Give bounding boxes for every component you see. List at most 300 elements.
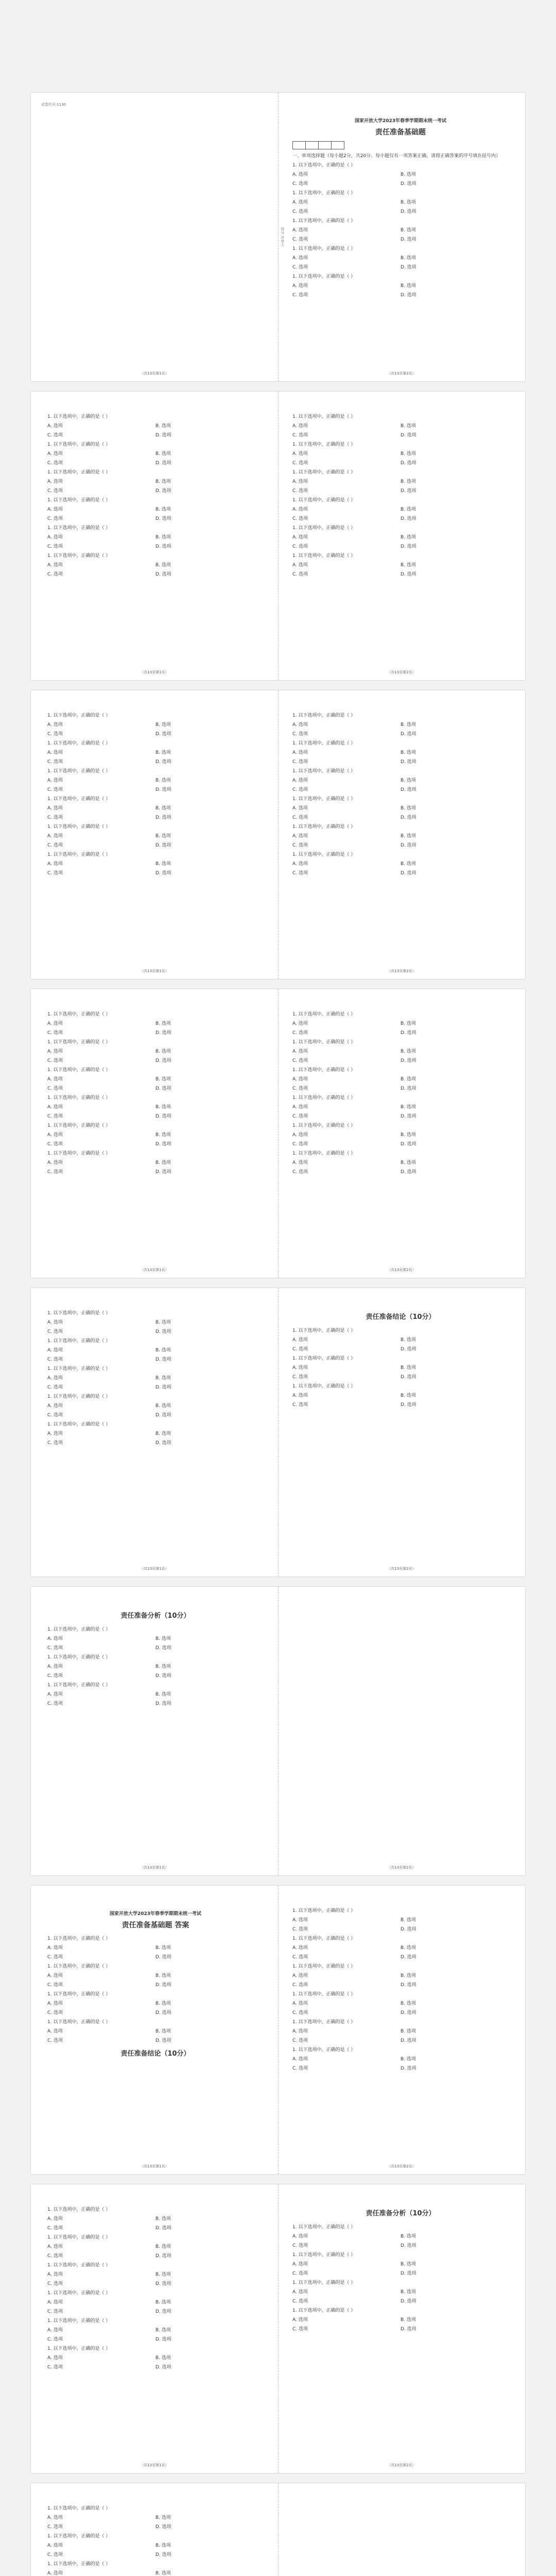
option-c: C. 选项	[292, 488, 308, 494]
option-c: C. 选项	[47, 1413, 63, 1418]
option-b: B. 选项	[401, 507, 416, 512]
options-row	[47, 1429, 264, 1438]
options-row	[47, 832, 264, 841]
option-d: D. 选项	[401, 1142, 416, 1147]
options-row	[292, 1372, 509, 1382]
option-c: C. 选项	[47, 1114, 63, 1119]
option-a: A. 选项	[292, 750, 308, 755]
option-d: D. 选项	[155, 2337, 171, 2342]
subject-title: 责任准备基础题	[375, 128, 426, 137]
question-text: 1. 以下选项中，正确的是（ ）	[292, 1151, 356, 1156]
option-a: A. 选项	[47, 2543, 63, 2548]
option-b: B. 选项	[401, 256, 416, 261]
question-text: 1. 以下选项中，正确的是（ ）	[47, 526, 111, 531]
option-d: D. 选项	[401, 1375, 416, 1380]
options-row	[292, 291, 509, 300]
options-row	[292, 1999, 509, 2008]
page-fold-line	[278, 2483, 279, 2576]
question-text: 1. 以下选项中，正确的是（ ）	[47, 1338, 111, 1344]
options-row	[292, 2232, 509, 2241]
option-a: A. 选项	[47, 722, 63, 727]
option-a: A. 选项	[292, 1337, 308, 1343]
option-b: B. 选项	[155, 2244, 171, 2249]
option-a: A. 选项	[292, 1945, 308, 1951]
option-a: A. 选项	[47, 750, 63, 755]
option-d: D. 选项	[155, 461, 171, 466]
question-text: 1. 以下选项中，正确的是（ ）	[292, 2308, 356, 2313]
option-d: D. 选项	[155, 1030, 171, 1036]
option-c: C. 选项	[292, 732, 308, 737]
options-row	[47, 720, 264, 730]
options-row	[292, 1943, 509, 1953]
options-row	[47, 785, 264, 794]
option-c: C. 选项	[292, 2066, 308, 2071]
option-c: C. 选项	[47, 1170, 63, 1175]
score-cell	[306, 142, 319, 149]
option-b: B. 选项	[155, 778, 171, 783]
option-a: A. 选项	[292, 2290, 308, 2295]
option-c: C. 选项	[292, 2243, 308, 2248]
option-d: D. 选项	[155, 759, 171, 765]
options-row	[292, 2269, 509, 2278]
options-row	[47, 1690, 264, 1699]
options-row	[292, 561, 509, 570]
option-b: B. 选项	[401, 423, 416, 429]
option-b: B. 选项	[155, 1636, 171, 1641]
question-text: 1. 以下选项中，正确的是（ ）	[292, 1356, 356, 1361]
option-c: C. 选项	[47, 1701, 63, 1706]
options-row	[292, 720, 509, 730]
option-d: D. 选项	[401, 209, 416, 214]
options-row	[292, 2241, 509, 2250]
options-row	[292, 841, 509, 850]
option-d: D. 选项	[401, 516, 416, 521]
page-footer: （共13页第1页）	[140, 1866, 169, 1870]
option-b: B. 选项	[155, 451, 171, 456]
page-footer: （共13页第2页）	[387, 1866, 416, 1870]
option-c: C. 选项	[47, 787, 63, 792]
option-c: C. 选项	[292, 843, 308, 848]
option-d: D. 选项	[401, 1955, 416, 1960]
option-a: A. 选项	[47, 1431, 63, 1436]
options-row	[47, 2251, 264, 2261]
question-text: 1. 以下选项中，正确的是（ ）	[47, 1394, 111, 1399]
question-text: 1. 以下选项中，正确的是（ ）	[292, 1328, 356, 1333]
option-a: A. 选项	[292, 283, 308, 289]
question-text: 1. 以下选项中，正确的是（ ）	[292, 414, 356, 419]
question-text: 1. 以下选项中，正确的是（ ）	[292, 274, 356, 279]
option-d: D. 选项	[401, 759, 416, 765]
options-row	[292, 2325, 509, 2334]
option-a: A. 选项	[47, 806, 63, 811]
options-row	[47, 1438, 264, 1448]
option-a: A. 选项	[47, 1403, 63, 1409]
option-d: D. 选项	[401, 572, 416, 577]
option-c: C. 选项	[292, 293, 308, 298]
option-b: B. 选项	[401, 2290, 416, 2295]
option-c: C. 选项	[292, 265, 308, 270]
option-d: D. 选项	[155, 1170, 171, 1175]
option-b: B. 选项	[401, 2057, 416, 2062]
options-row	[47, 431, 264, 440]
option-a: A. 选项	[292, 507, 308, 512]
options-row	[292, 1335, 509, 1345]
right-column	[292, 1010, 509, 1177]
option-d: D. 选项	[401, 1982, 416, 1988]
option-d: D. 选项	[155, 1646, 171, 1651]
score-cell	[319, 142, 332, 149]
right-column	[292, 711, 509, 878]
question-text: 1. 以下选项中，正确的是（ ）	[47, 1311, 111, 1316]
page-footer: （共13页第2页）	[387, 969, 416, 973]
option-b: B. 选项	[155, 1403, 171, 1409]
score-table	[292, 141, 344, 149]
option-a: A. 选项	[292, 1918, 308, 1923]
question-text: 1. 以下选项中，正确的是（ ）	[47, 2534, 111, 2539]
option-b: B. 选项	[155, 1105, 171, 1110]
question-text: 1. 以下选项中，正确的是（ ）	[292, 1040, 356, 1045]
options-row	[292, 533, 509, 542]
option-b: B. 选项	[155, 1431, 171, 1436]
page-footer: （共13页第1页）	[140, 1567, 169, 1571]
question-text: 1. 以下选项中，正确的是（ ）	[47, 1936, 111, 1941]
question-text: 1. 以下选项中，正确的是（ ）	[47, 1040, 111, 1045]
section-title: 责任准备结论（10分）	[366, 1313, 436, 1321]
option-d: D. 选项	[155, 2309, 171, 2314]
options-row	[47, 2335, 264, 2344]
options-row	[292, 1167, 509, 1177]
option-b: B. 选项	[401, 1973, 416, 1978]
options-row	[292, 1363, 509, 1372]
options-row	[292, 1391, 509, 1400]
option-c: C. 选项	[47, 1385, 63, 1390]
options-row	[292, 198, 509, 207]
options-row	[47, 2569, 264, 2576]
option-c: C. 选项	[47, 2365, 63, 2370]
option-c: C. 选项	[47, 1646, 63, 1651]
options-row	[47, 841, 264, 850]
option-d: D. 选项	[155, 433, 171, 438]
exam-title: 国家开放大学2023年春季学期期末统一考试	[354, 118, 447, 124]
question-text: 1. 以下选项中，正确的是（ ）	[292, 2020, 356, 2025]
options-row	[47, 2353, 264, 2363]
page-footer: （共13页第2页）	[387, 2164, 416, 2168]
option-a: A. 选项	[47, 861, 63, 867]
option-a: A. 选项	[292, 423, 308, 429]
question-text: 1. 以下选项中，正确的是（ ）	[47, 1123, 111, 1128]
option-b: B. 选项	[155, 423, 171, 429]
options-row	[292, 1112, 509, 1121]
option-d: D. 选项	[155, 516, 171, 521]
exam-page	[31, 2483, 525, 2576]
option-d: D. 选项	[401, 1114, 416, 1119]
option-d: D. 选项	[155, 1086, 171, 1091]
option-d: D. 选项	[155, 787, 171, 792]
option-a: A. 选项	[292, 1049, 308, 1054]
option-c: C. 选项	[47, 2524, 63, 2530]
option-b: B. 选项	[155, 1945, 171, 1951]
exam-page	[31, 690, 525, 979]
options-row	[292, 1916, 509, 1925]
options-row	[47, 1075, 264, 1084]
option-c: C. 选项	[292, 433, 308, 438]
option-b: B. 选项	[155, 1077, 171, 1082]
option-b: B. 选项	[401, 2262, 416, 2267]
option-d: D. 选项	[155, 2253, 171, 2259]
option-a: A. 选项	[47, 2328, 63, 2333]
option-b: B. 选项	[155, 563, 171, 568]
option-d: D. 选项	[401, 732, 416, 737]
option-a: A. 选项	[47, 2001, 63, 2006]
question-text: 1. 以下选项中，正确的是（ ）	[47, 2020, 111, 2025]
option-c: C. 选项	[47, 1440, 63, 1446]
option-c: C. 选项	[292, 1927, 308, 1932]
options-row	[292, 449, 509, 459]
option-d: D. 选项	[155, 2281, 171, 2286]
options-row	[47, 2036, 264, 2045]
option-a: A. 选项	[292, 535, 308, 540]
option-c: C. 选项	[292, 237, 308, 242]
option-a: A. 选项	[292, 806, 308, 811]
options-row	[47, 730, 264, 739]
options-row	[292, 776, 509, 785]
question-text: 1. 以下选项中，正确的是（ ）	[292, 2047, 356, 2053]
options-row	[292, 1056, 509, 1065]
option-a: A. 选项	[292, 1973, 308, 1978]
options-row	[292, 477, 509, 486]
question-text: 1. 以下选项中，正确的是（ ）	[292, 2252, 356, 2258]
options-row	[292, 431, 509, 440]
option-c: C. 选项	[292, 209, 308, 214]
page-footer: （共13页第2页）	[387, 371, 416, 376]
options-row	[47, 1167, 264, 1177]
options-row	[292, 748, 509, 757]
section-title: 责任准备分析（10分）	[366, 2210, 436, 2217]
option-b: B. 选项	[401, 2001, 416, 2006]
question-text: 1. 以下选项中，正确的是（ ）	[292, 442, 356, 447]
option-a: A. 选项	[47, 834, 63, 839]
page-fold-line	[278, 1886, 279, 2174]
option-d: D. 选项	[401, 2066, 416, 2071]
options-row	[292, 2064, 509, 2073]
options-row	[292, 207, 509, 216]
instructions: 一、单项选择题（每小题2分，共20分。每小题仅有一项答案正确，请将正确答案的序号填在括号内）	[292, 154, 501, 159]
option-c: C. 选项	[292, 516, 308, 521]
option-a: A. 选项	[47, 2355, 63, 2361]
options-row	[292, 1084, 509, 1093]
option-d: D. 选项	[401, 815, 416, 820]
option-c: C. 选项	[292, 871, 308, 876]
options-row	[47, 2027, 264, 2036]
option-d: D. 选项	[401, 1086, 416, 1091]
score-cell	[293, 142, 306, 149]
page-footer: （共13页第2页）	[387, 670, 416, 674]
question-text: 1. 以下选项中，正确的是（ ）	[47, 470, 111, 475]
option-a: A. 选项	[292, 1393, 308, 1398]
question-text: 1. 以下选项中，正确的是（ ）	[292, 769, 356, 774]
question-text: 1. 以下选项中，正确的是（ ）	[292, 246, 356, 251]
option-b: B. 选项	[155, 806, 171, 811]
option-c: C. 选项	[47, 1058, 63, 1063]
options-row	[47, 561, 264, 570]
option-a: A. 选项	[292, 479, 308, 484]
option-a: A. 选项	[292, 778, 308, 783]
option-d: D. 选项	[401, 787, 416, 792]
option-b: B. 选项	[155, 1021, 171, 1026]
question-text: 1. 以下选项中，正确的是（ ）	[292, 1992, 356, 1997]
option-c: C. 选项	[47, 732, 63, 737]
options-row	[292, 2055, 509, 2064]
options-row	[47, 1971, 264, 1980]
options-row	[47, 1643, 264, 1653]
option-b: B. 选项	[155, 1320, 171, 1325]
question-text: 1. 以下选项中，正确的是（ ）	[47, 2207, 111, 2212]
option-c: C. 选项	[292, 1058, 308, 1063]
option-c: C. 选项	[47, 1357, 63, 1362]
option-b: B. 选项	[401, 563, 416, 568]
option-a: A. 选项	[292, 1132, 308, 1138]
option-a: A. 选项	[292, 1021, 308, 1026]
option-c: C. 选项	[47, 2281, 63, 2286]
page-fold-line	[278, 1288, 279, 1577]
options-row	[292, 505, 509, 514]
page-footer: （共13页第1页）	[140, 670, 169, 674]
option-d: D. 选项	[401, 265, 416, 270]
options-row	[47, 748, 264, 757]
option-a: A. 选项	[47, 423, 63, 429]
options-row	[292, 1971, 509, 1980]
option-a: A. 选项	[292, 172, 308, 177]
option-c: C. 选项	[292, 1402, 308, 1408]
option-c: C. 选项	[47, 1329, 63, 1334]
question-text: 1. 以下选项中，正确的是（ ）	[292, 2225, 356, 2230]
option-d: D. 选项	[155, 2226, 171, 2231]
page-fold-line	[278, 690, 279, 979]
option-c: C. 选项	[292, 181, 308, 187]
options-row	[292, 570, 509, 579]
option-a: A. 选项	[47, 1348, 63, 1353]
options-row	[292, 1075, 509, 1084]
left-column	[47, 412, 264, 579]
options-row	[292, 1400, 509, 1410]
option-d: D. 选项	[401, 293, 416, 298]
options-row	[292, 1925, 509, 1934]
options-row	[47, 477, 264, 486]
exam-page	[31, 1288, 525, 1577]
option-a: A. 选项	[292, 2057, 308, 2062]
left-column	[47, 2205, 264, 2372]
options-row	[47, 2513, 264, 2522]
option-b: B. 选项	[155, 1049, 171, 1054]
options-row	[292, 813, 509, 822]
option-a: A. 选项	[292, 200, 308, 205]
options-row	[47, 804, 264, 813]
question-text: 1. 以下选项中，正确的是（ ）	[292, 1067, 356, 1073]
question-text: 1. 以下选项中，正确的是（ ）	[47, 1992, 111, 1997]
options-row	[47, 2363, 264, 2372]
options-row	[47, 1158, 264, 1167]
options-row	[47, 859, 264, 869]
option-d: D. 选项	[401, 2038, 416, 2043]
question-text: 1. 以下选项中，正确的是（ ）	[292, 1095, 356, 1100]
option-a: A. 选项	[47, 563, 63, 568]
question-text: 1. 以下选项中，正确的是（ ）	[47, 1627, 111, 1632]
options-row	[47, 2298, 264, 2307]
question-text: 1. 以下选项中，正确的是（ ）	[292, 852, 356, 857]
question-text: 1. 以下选项中，正确的是（ ）	[47, 1012, 111, 1017]
option-b: B. 选项	[401, 2317, 416, 2323]
options-row	[292, 730, 509, 739]
option-c: C. 选项	[292, 815, 308, 820]
options-row	[292, 2027, 509, 2036]
option-d: D. 选项	[401, 488, 416, 494]
question-text: 1. 以下选项中，正确的是（ ）	[47, 498, 111, 503]
options-row	[292, 1140, 509, 1149]
options-row	[292, 1345, 509, 1354]
option-d: D. 选项	[155, 1357, 171, 1362]
option-b: B. 选项	[401, 2029, 416, 2034]
option-a: A. 选项	[292, 2234, 308, 2239]
option-d: D. 选项	[401, 2010, 416, 2015]
option-c: C. 选项	[47, 815, 63, 820]
exam-page	[31, 93, 525, 381]
options-row	[292, 1130, 509, 1140]
option-d: D. 选项	[401, 237, 416, 242]
question-text: 1. 以下选项中，正确的是（ ）	[47, 2562, 111, 2567]
page-footer: （共13页第1页）	[140, 969, 169, 973]
options-row	[292, 1019, 509, 1028]
option-d: D. 选项	[155, 1329, 171, 1334]
option-a: A. 选项	[47, 1105, 63, 1110]
question-text: 1. 以下选项中，正确的是（ ）	[47, 824, 111, 829]
option-c: C. 选项	[292, 1955, 308, 1960]
options-row	[47, 533, 264, 542]
option-d: D. 选项	[401, 1030, 416, 1036]
question-text: 1. 以下选项中，正确的是（ ）	[292, 163, 356, 168]
option-d: D. 选项	[155, 1385, 171, 1390]
option-a: A. 选项	[47, 2029, 63, 2034]
option-d: D. 选项	[155, 2010, 171, 2015]
options-row	[47, 2224, 264, 2233]
left-column	[47, 1906, 264, 2063]
question-text: 1. 以下选项中，正确的是（ ）	[292, 713, 356, 718]
option-c: C. 选项	[47, 433, 63, 438]
option-d: D. 选项	[155, 488, 171, 494]
options-row	[47, 757, 264, 767]
option-a: A. 选项	[47, 535, 63, 540]
options-row	[292, 757, 509, 767]
option-c: C. 选项	[47, 2337, 63, 2342]
question-text: 1. 以下选项中，正确的是（ ）	[292, 1964, 356, 1969]
left-column	[47, 2504, 264, 2576]
options-row	[47, 1327, 264, 1336]
option-c: C. 选项	[292, 759, 308, 765]
options-row	[292, 869, 509, 878]
option-b: B. 选项	[401, 806, 416, 811]
question-text: 1. 以下选项中，正确的是（ ）	[47, 2235, 111, 2240]
option-b: B. 选项	[155, 2355, 171, 2361]
question-text: 1. 以下选项中，正确的是（ ）	[47, 414, 111, 419]
options-row	[292, 2287, 509, 2297]
option-d: D. 选项	[155, 843, 171, 848]
section-title: 责任准备结论（10分）	[120, 2050, 190, 2058]
option-b: B. 选项	[155, 2300, 171, 2305]
options-row	[292, 1103, 509, 1112]
option-d: D. 选项	[155, 2552, 171, 2557]
page-fold-line	[278, 2184, 279, 2473]
options-row	[292, 2008, 509, 2018]
options-row	[292, 859, 509, 869]
